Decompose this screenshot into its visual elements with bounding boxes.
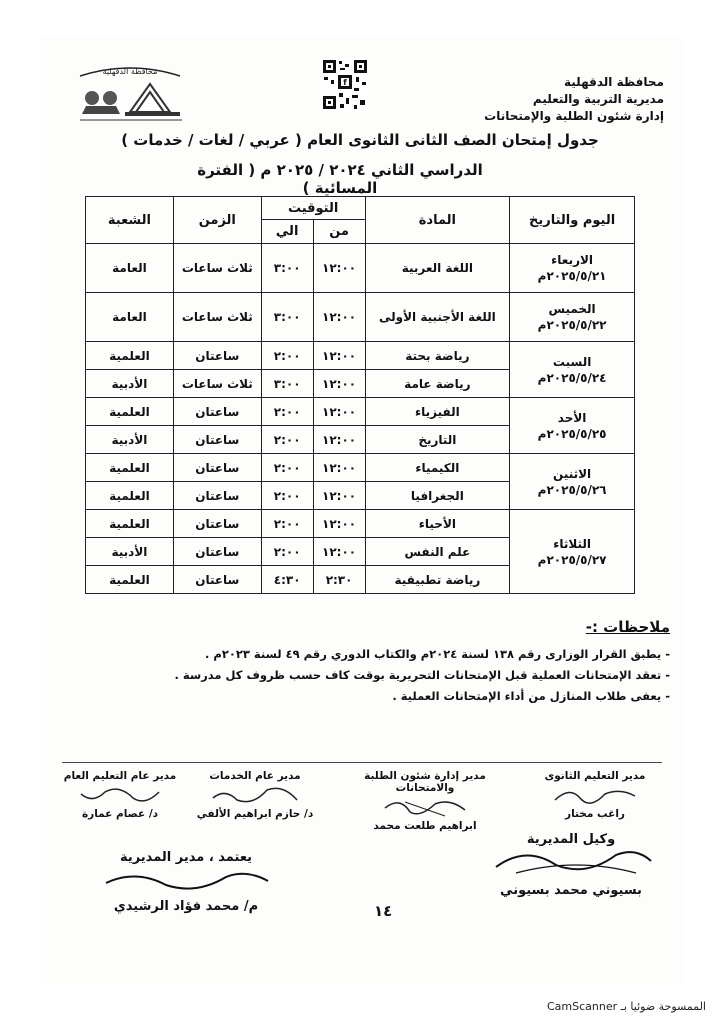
svg-text:f: f [343,78,347,87]
note-item: - يطبق القرار الوزارى رقم ١٣٨ لسنة ٢٠٢٤م والكتاب الدوري رقم ٤٩ لسنة ٢٠٢٣م . [205,647,670,661]
duration-cell: ساعتان [173,398,261,426]
day-date: ٢٠٢٥/٥/٢٦م [537,482,607,497]
signature-student-affairs [340,770,510,832]
branch-cell: الأدبية [86,538,174,566]
to-cell: ٢:٠٠ [261,454,313,482]
subject-cell: اللغة الأجنبية الأولى [365,293,510,342]
from-cell: ١٢:٠٠ [313,370,365,398]
day-name: الثلاثاء [553,536,591,551]
signature-name: د/ عصام عمارة [81,808,159,820]
from-cell: ١٢:٠٠ [313,538,365,566]
branch-cell: العلمية [86,398,174,426]
signature-role: مدير عام الخدمات [209,770,301,782]
day-name: الاثنين [553,466,592,481]
branch-cell: العلمية [86,342,174,370]
day-date: ٢٠٢٥/٥/٢١م [537,269,607,283]
handwritten-signature-icon [205,782,305,808]
signature-name: راغب مختار [565,808,625,820]
to-cell: ٣:٠٠ [261,293,313,342]
duration-cell: ساعتان [173,454,261,482]
from-cell: ١٢:٠٠ [313,244,365,293]
day-cell [510,342,635,398]
qr-code-icon [321,58,369,112]
approval-name: م/ محمد فؤاد الرشيدي [113,899,259,914]
handwritten-signature-icon [96,865,276,895]
branch-cell: الأدبية [86,370,174,398]
to-cell: ٢:٠٠ [261,482,313,510]
header-branch: الشعبة [86,197,174,244]
branch-cell: العامة [86,293,174,342]
notes-title: ملاحظات :- [585,618,670,636]
deputy-title: وكيل المديرية [526,832,616,847]
table-row [86,342,635,370]
divider [62,762,662,763]
to-cell: ٢:٠٠ [261,342,313,370]
branch-cell: الأدبية [86,426,174,454]
deputy-name: بسيوني محمد بسيوني [500,883,642,898]
subject-cell: التاريخ [365,426,510,454]
from-cell: ١٢:٠٠ [313,510,365,538]
header-from: من [313,220,365,244]
duration-cell: ساعتان [173,566,261,594]
issuer-line-administration: إدارة شئون الطلبة والإمتحانات [484,109,664,123]
day-cell [510,510,635,594]
day-name: الأحد [557,410,587,425]
director-approval [96,850,276,914]
day-cell [510,454,635,510]
table-row [86,293,635,342]
approval-title: يعتمد ، مدير المديرية [119,850,253,865]
signature-secondary-education [530,770,660,820]
notes-list [110,644,670,707]
day-cell [510,244,635,293]
day-name: الاربعاء [551,253,594,267]
table-row [86,454,635,482]
day-cell [510,398,635,454]
signature-general-education [60,770,180,820]
subject-cell: اللغة العربية [365,244,510,293]
day-date: ٢٠٢٥/٥/٢٥م [537,426,607,441]
subject-cell: الفيزياء [365,398,510,426]
header-timing: التوقيت [261,197,365,220]
header-to: الي [261,220,313,244]
header-duration: الزمن [173,197,261,244]
signatures-row [60,770,660,830]
to-cell: ٢:٠٠ [261,426,313,454]
signature-name: ابراهيم طلعت محمد [373,820,477,832]
duration-cell: ثلاث ساعات [173,293,261,342]
from-cell: ١٢:٠٠ [313,293,365,342]
branch-cell: العلمية [86,510,174,538]
day-date: ٢٠٢٥/٥/٢٢م [537,318,607,332]
from-cell: ٢:٣٠ [313,566,365,594]
handwritten-signature-icon [75,782,165,808]
branch-cell: العلمية [86,482,174,510]
table-row [86,510,635,538]
subject-cell: الأحياء [365,510,510,538]
day-name: الخميس [548,302,596,316]
from-cell: ١٢:٠٠ [313,482,365,510]
from-cell: ١٢:٠٠ [313,426,365,454]
exam-schedule-table [85,196,635,594]
signature-role: مدير التعليم الثانوى [544,770,646,782]
table-header-row [86,197,635,220]
signature-name: د/ حازم ابراهيم الألفي [196,808,314,820]
table-row [86,398,635,426]
handwritten-signature-icon [375,794,475,820]
subject-cell: الكيمياء [365,454,510,482]
logo-caption: محافظة الدقهلية [102,67,158,76]
issuer-line-governorate: محافظة الدقهلية [564,75,664,89]
to-cell: ٣:٠٠ [261,244,313,293]
schedule-title: جدول إمتحان الصف الثانى الثانوى العام ( عربي / لغات / خدمات ) [121,131,599,149]
note-item: - تعقد الإمتحانات العملية قبل الإمتحانات التحريرية بوقت كاف حسب ظروف كل مدرسة . [174,668,670,682]
day-date: ٢٠٢٥/٥/٢٧م [537,552,607,567]
issuer-line-directorate: مديرية التربية والتعليم [532,92,664,106]
branch-cell: العامة [86,244,174,293]
day-cell [510,293,635,342]
table-row [86,244,635,293]
signature-role: مدير إدارة شئون الطلبة والامتحانات [364,770,486,794]
to-cell: ٢:٠٠ [261,538,313,566]
duration-cell: ساعتان [173,538,261,566]
to-cell: ٣:٠٠ [261,370,313,398]
day-name: السبت [552,354,592,369]
branch-cell: العلمية [86,566,174,594]
handwritten-signature-icon [486,847,656,879]
subject-cell: رياضة بحتة [365,342,510,370]
issuer-block [484,74,664,125]
from-cell: ١٢:٠٠ [313,454,365,482]
duration-cell: ثلاث ساعات [173,370,261,398]
header-day: اليوم والتاريخ [510,197,635,244]
note-item: - يعفى طلاب المنازل من أداء الإمتحانات العملية . [392,689,670,703]
subject-cell: رياضة عامة [365,370,510,398]
from-cell: ١٢:٠٠ [313,342,365,370]
to-cell: ٢:٠٠ [261,510,313,538]
duration-cell: ثلاث ساعات [173,244,261,293]
header-subject: المادة [365,197,510,244]
deputy-signature [486,832,656,898]
duration-cell: ساعتان [173,426,261,454]
scanner-watermark: الممسوحة ضوئيا بـ CamScanner [546,1000,706,1013]
governorate-logo-icon [70,62,190,124]
subject-cell: الجغرافيا [365,482,510,510]
branch-cell: العلمية [86,454,174,482]
to-cell: ٤:٣٠ [261,566,313,594]
subject-cell: رياضة تطبيقية [365,566,510,594]
signature-services [190,770,320,820]
page-number: ١٤ [374,902,393,920]
handwritten-signature-icon [550,782,640,808]
subject-cell: علم النفس [365,538,510,566]
schedule-subtitle: الدراسي الثاني ٢٠٢٤ / ٢٠٢٥ م ( الفترة المسائية ) [197,161,483,197]
duration-cell: ساعتان [173,482,261,510]
duration-cell: ساعتان [173,342,261,370]
duration-cell: ساعتان [173,510,261,538]
from-cell: ١٢:٠٠ [313,398,365,426]
signature-role: مدير عام التعليم العام [63,770,177,782]
day-date: ٢٠٢٥/٥/٢٤م [537,370,607,385]
to-cell: ٢:٠٠ [261,398,313,426]
